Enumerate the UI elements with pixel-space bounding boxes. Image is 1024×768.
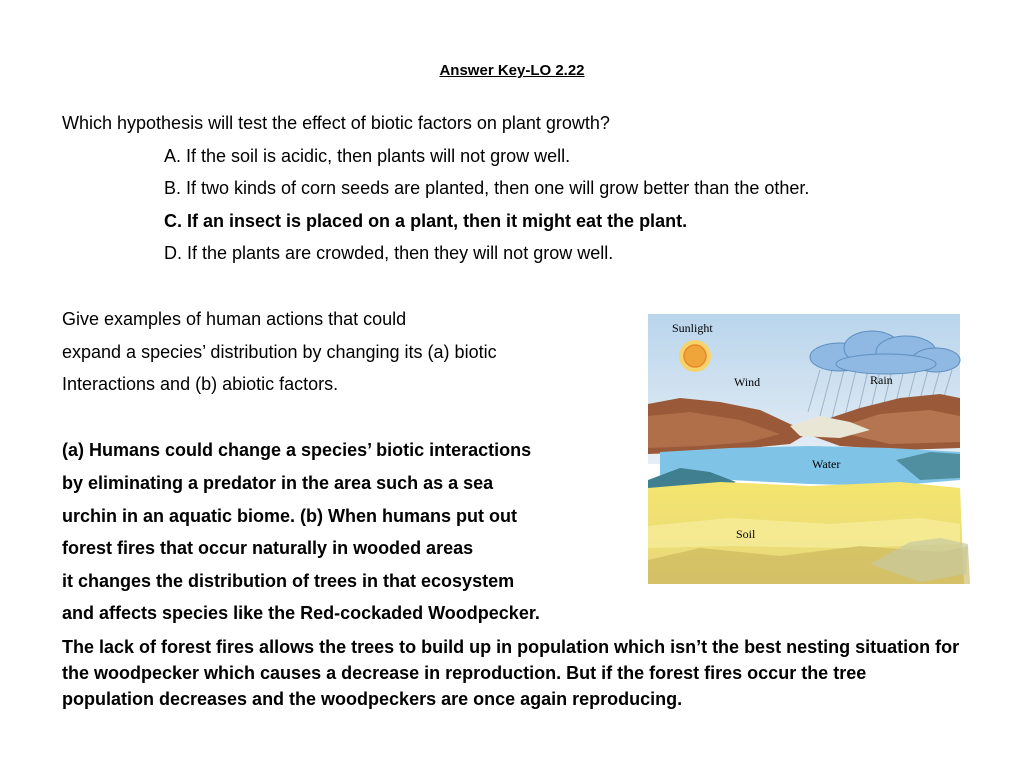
page-title: Answer Key-LO 2.22 (439, 62, 585, 79)
label-wind: Wind (734, 375, 761, 389)
label-water: Water (812, 457, 841, 471)
answer-line-2: by eliminating a predator in the area such as a sea (62, 473, 494, 493)
option-a: A. If the soil is acidic, then plants will not grow well. (164, 146, 571, 166)
ecosystem-scene (640, 312, 972, 592)
answer-paragraph: The lack of forest fires allows the trees to build up in population which isn’t the best nesting situation for the woodpecker which causes a decrease in reproduction. But if the forest fires occur the tree population decreases and the woodpeckers are once again reproducing. (62, 637, 960, 709)
answer-line-5: it changes the distribution of trees in that ecosystem (62, 571, 515, 591)
option-b: B. If two kinds of corn seeds are planted, then one will grow better than the other. (164, 178, 810, 198)
option-c-correct: C. If an insect is placed on a plant, then it might eat the plant. (164, 211, 688, 231)
label-sunlight: Sunlight (672, 321, 713, 335)
sun-icon (679, 340, 711, 372)
ecosystem-illustration (640, 312, 972, 592)
question2-prompt-line-3: Interactions and (b) abiotic factors. (62, 374, 339, 394)
label-soil: Soil (736, 527, 756, 541)
question2-prompt-line-1: Give examples of human actions that could (62, 309, 407, 329)
answer-line-6: and affects species like the Red-cockaded Woodpecker. (62, 603, 540, 623)
answer-line-3: urchin in an aquatic biome. (b) When humans put out (62, 506, 517, 526)
question1-prompt: Which hypothesis will test the effect of biotic factors on plant growth? (62, 113, 610, 133)
answer-line-4: forest fires that occur naturally in wooded areas (62, 538, 474, 558)
answer-line-1: (a) Humans could change a species’ biotic interactions (62, 440, 532, 460)
label-rain: Rain (870, 373, 893, 387)
question2-prompt-line-2: expand a species’ distribution by changing its (a) biotic (62, 342, 497, 362)
option-d: D. If the plants are crowded, then they will not grow well. (164, 243, 614, 263)
